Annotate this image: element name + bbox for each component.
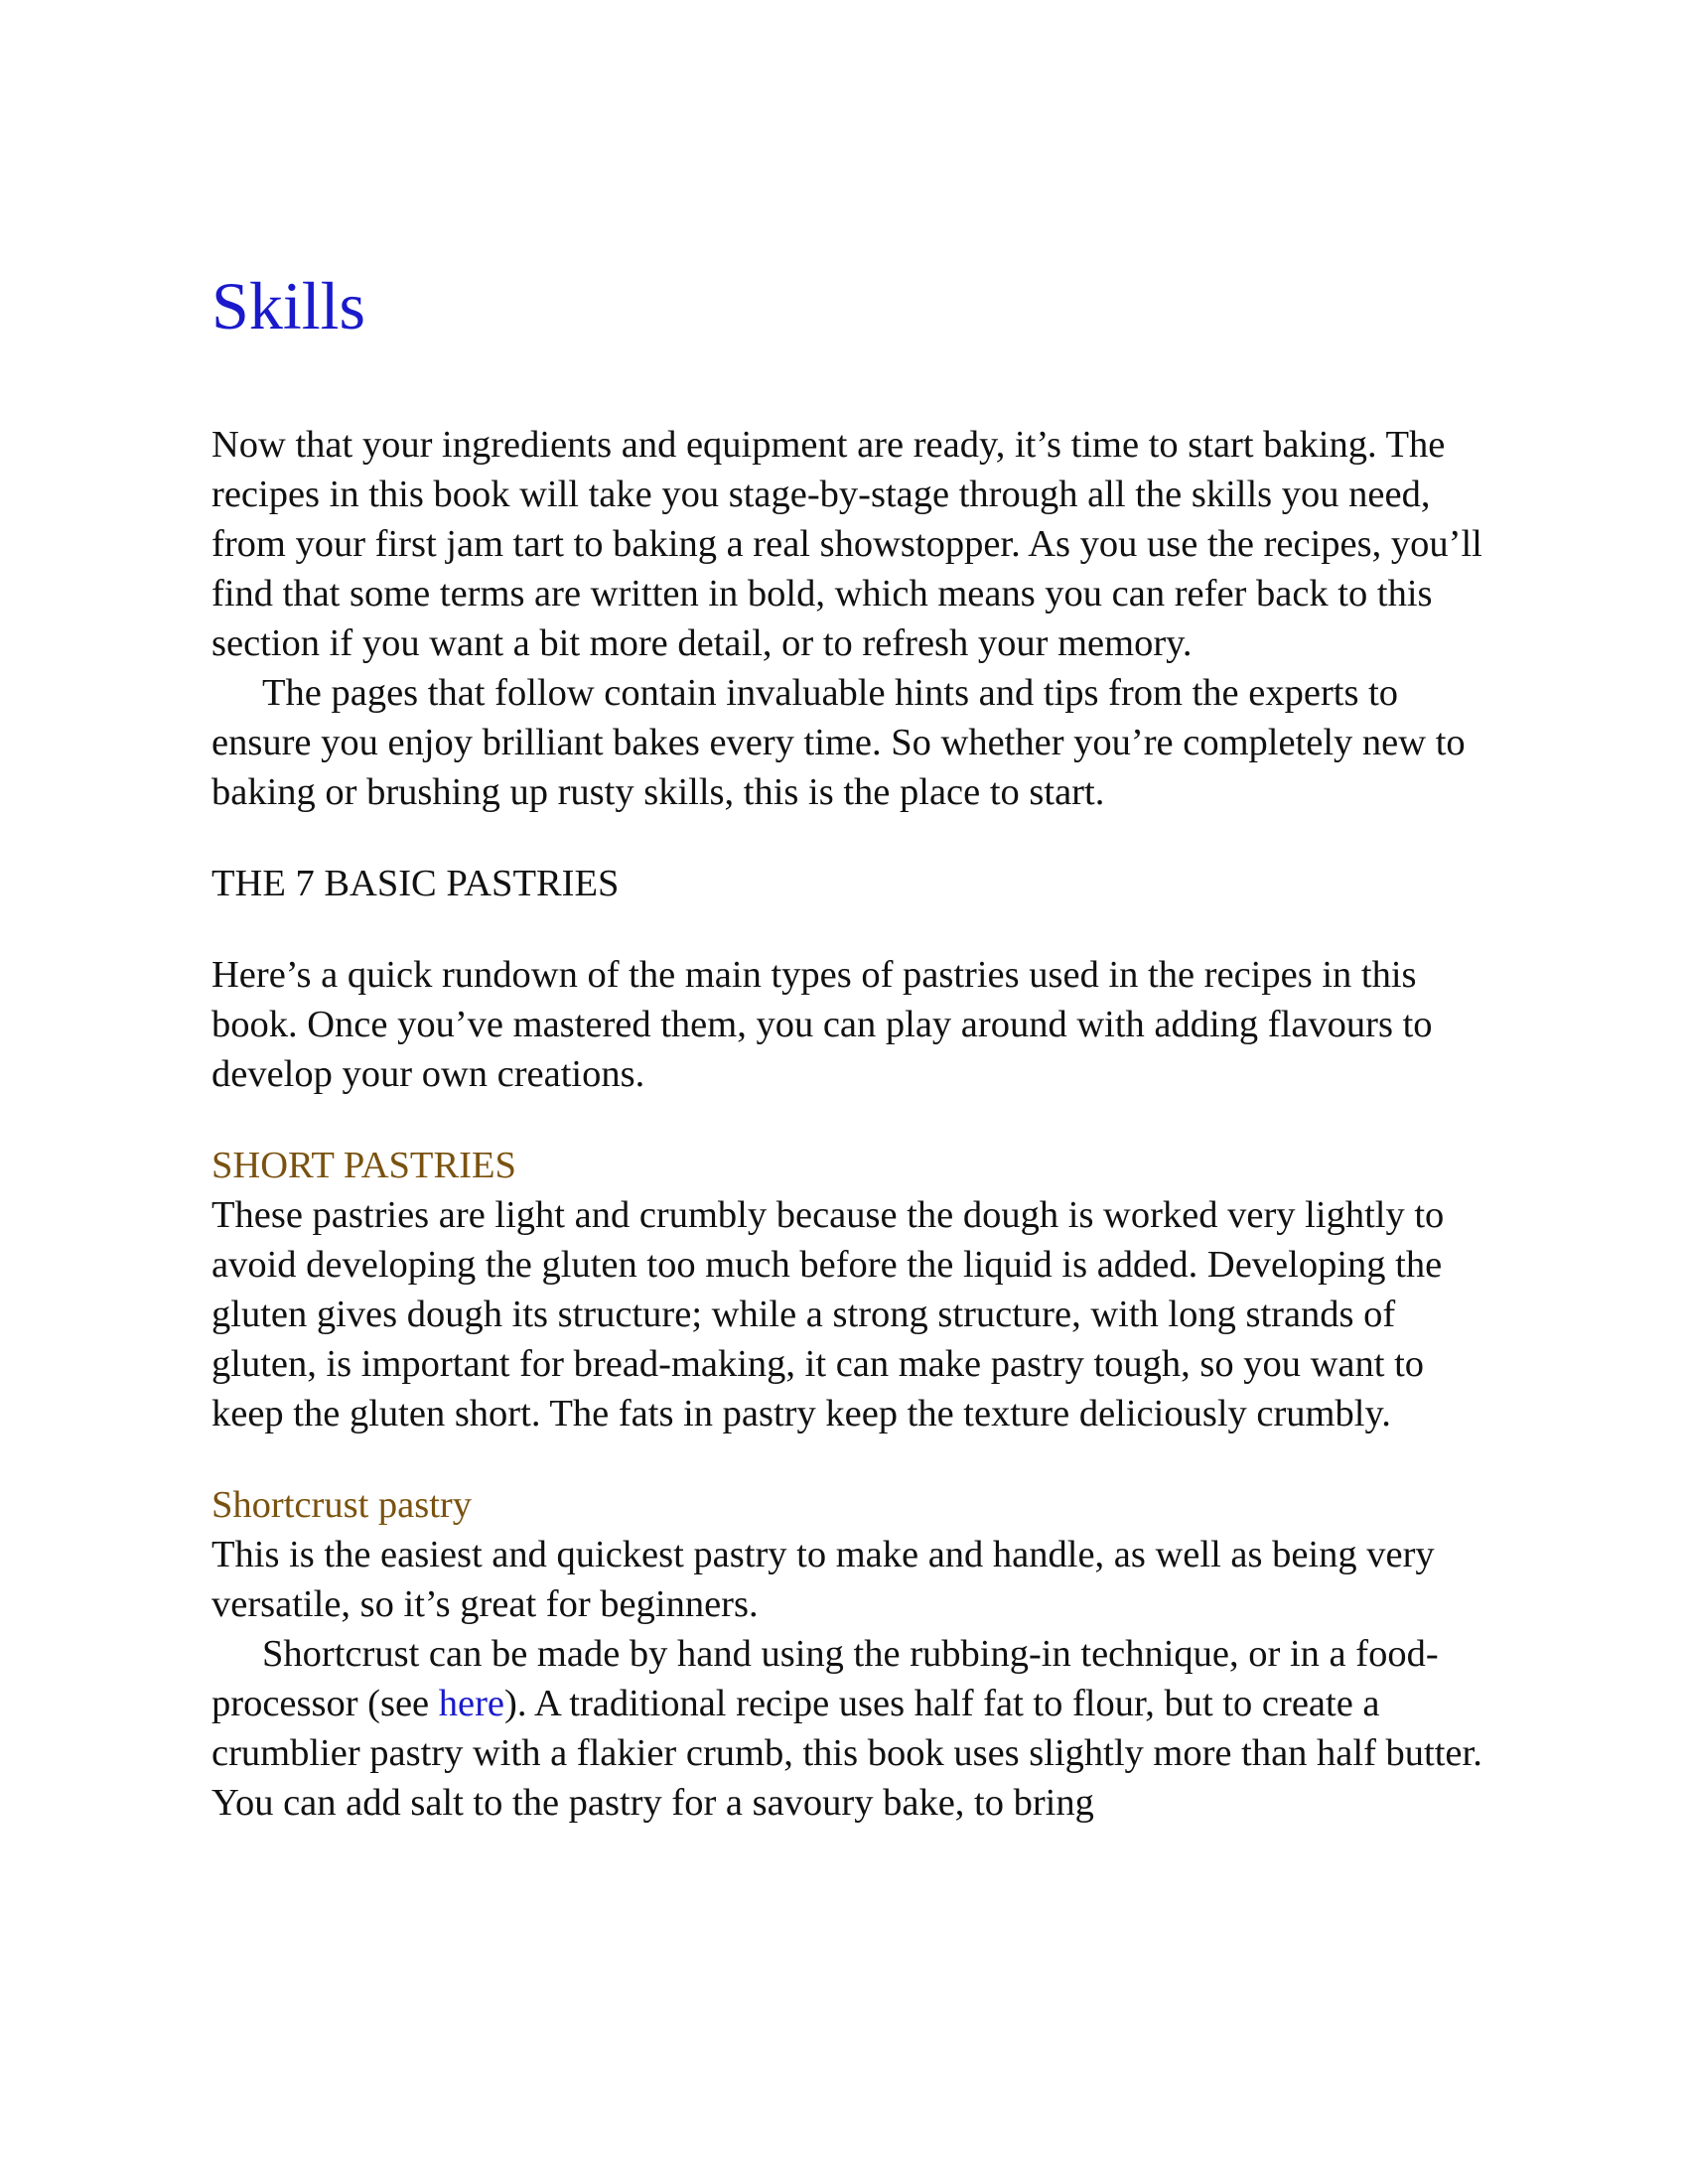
here-link[interactable]: here: [438, 1683, 505, 1724]
shortcrust-text-before-link: Shortcrust can be made by hand using the rubbing-in technique, or in a food-processor (see: [211, 1633, 1439, 1724]
body-text: [211, 420, 1492, 1828]
basic-pastries-paragraph: Here’s a quick rundown of the main types of pastries used in the recipes in this book. Once you’ve mastered them, you can play around with adding flavours to develop your own creations.: [211, 954, 1433, 1095]
shortcrust-paragraph-2: [211, 1629, 1492, 1828]
page: [211, 0, 1492, 2184]
basic-pastries-heading: THE 7 BASIC PASTRIES: [211, 863, 620, 904]
intro-paragraph-2: The pages that follow contain invaluable hints and tips from the experts to ensure you enjoy brilliant bakes every time. So whether you’re completely new to baking or brushing up rusty skills, this is the place to start.: [211, 672, 1466, 813]
page-title: Skills: [211, 268, 365, 343]
shortcrust-text-after-link: ). A traditional recipe uses half fat to flour, but to create a crumblier pastry with a flakier crumb, this book uses slightly more than half butter. You can add salt to the pastry for a savoury bake, to bring: [211, 1683, 1482, 1824]
shortcrust-heading: Shortcrust pastry: [211, 1484, 472, 1526]
intro-paragraph-1: Now that your ingredients and equipment are ready, it’s time to start baking. The recipes in this book will take you stage-by-stage through all the skills you need, from your first jam tart to baking a real showstopper. As you use the recipes, you’ll find that some terms are written in bold, which means you can refer back to this section if you want a bit more detail, or to refresh your memory.: [211, 424, 1482, 664]
short-pastries-heading: SHORT PASTRIES: [211, 1145, 516, 1186]
short-pastries-paragraph: These pastries are light and crumbly because the dough is worked very lightly to avoid developing the gluten too much before the liquid is added. Developing the gluten gives dough its structure; while a strong structure, with long strands of gluten, is important for bread-making, it can make pastry tough, so you want to keep the gluten short. The fats in pastry keep the texture deliciously crumbly.: [211, 1194, 1445, 1434]
shortcrust-paragraph-1: This is the easiest and quickest pastry to make and handle, as well as being very versatile, so it’s great for beginners.: [211, 1534, 1435, 1625]
